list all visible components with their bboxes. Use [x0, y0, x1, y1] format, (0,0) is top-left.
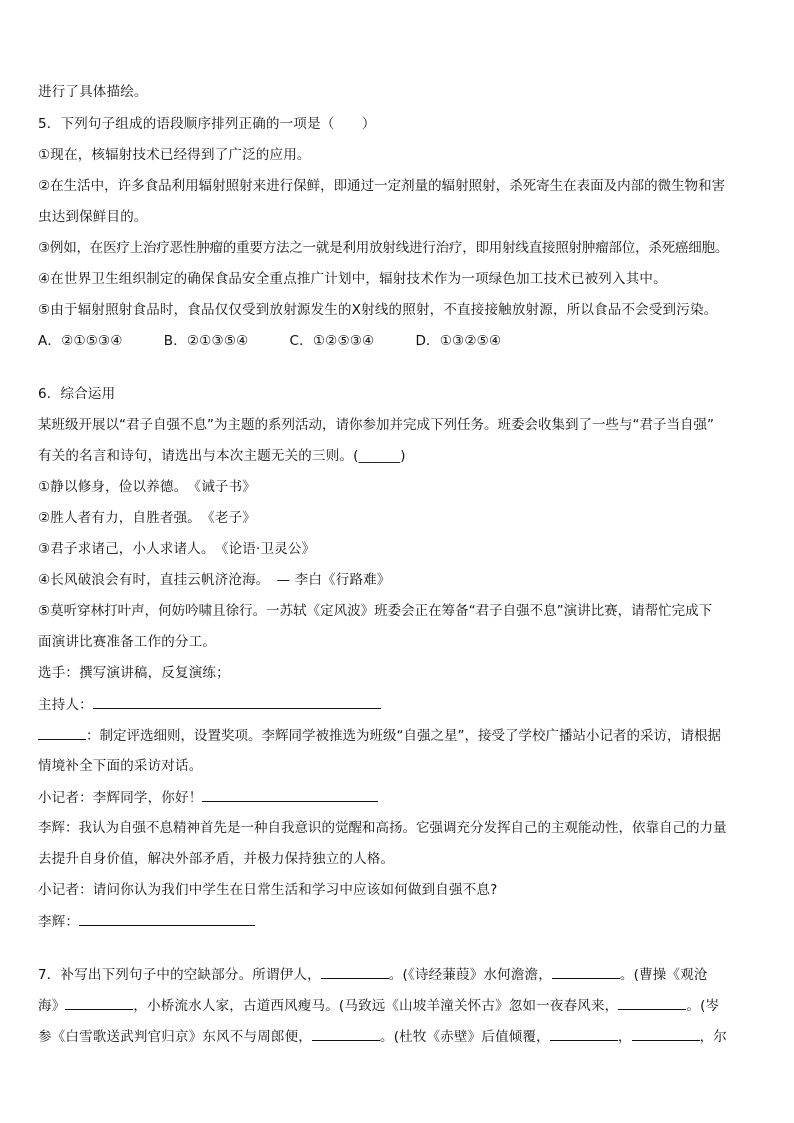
reporter-question: 小记者：请问你认为我们中学生在日常生活和学习中应该如何做到自强不息?	[38, 882, 498, 898]
sentence-5: ⑤由于辐射照射食品时，食品仅仅受到放射源发生的X射线的照射，不直接接触放射源，所以食品不会受到污染。	[38, 302, 718, 318]
task-judging	[38, 725, 758, 746]
sentence-4: ④在世界卫生组织制定的确保食品安全重点推广计划中，辐射技术作为一项绿色加工技术已被列入其中。	[38, 271, 667, 287]
q7-blank-7[interactable]	[632, 1026, 700, 1041]
quote-2: ②胜人者有力，自胜者强。 《老子》	[38, 510, 257, 526]
question-5-options: A．②①⑤③④ B．②①③⑤④ C．①②⑤③④ D．①③②⑤④	[38, 333, 502, 349]
quote-1: ①静以修身，俭以养德。 《诫子书》	[38, 479, 257, 495]
task-host	[38, 694, 758, 715]
q7-text-b: 。(《诗经蒹葭》水何澹澹，	[388, 967, 552, 983]
q7-text-g: 参《白雪歌送武判官归京》东风不与周郎便，	[38, 1029, 312, 1045]
interview-intro-cont: 情境补全下面的采访对话。	[38, 758, 203, 774]
greeting-answer-blank[interactable]	[202, 787, 378, 802]
q7-blank-1[interactable]	[321, 964, 389, 979]
role-answer-blank[interactable]	[38, 725, 86, 740]
question-6-intro: 某班级开展以“君子自强不息”为主题的系列活动，请你参加并完成下列任务。班委会收集到了一些与“君子当自强”	[38, 417, 714, 433]
q7-text-e: ，小桥流水人家，古道西风瘦马。(马致远《山坡羊潼关怀古》忽如一夜春风来，	[133, 998, 619, 1014]
q7-blank-5[interactable]	[312, 1026, 380, 1041]
task-intro-cont: 面演讲比赛准备工作的分工。	[38, 634, 217, 650]
task-contestant: 选手：撰写演讲稿，反复演练；	[38, 665, 230, 681]
reporter-greeting-text: 小记者：李辉同学，你好！	[38, 790, 203, 806]
quote-4: ④长风破浪会有时，直挂云帆济沧海。 — 李白《行路难》	[38, 572, 391, 588]
sentence-3: ③例如，在医疗上治疗恶性肿瘤的重要方法之一就是利用放射线进行治疗，即用射线直接照射肿瘤部位，杀死癌细胞。	[38, 240, 729, 256]
lihui-label: 李辉：	[38, 914, 80, 930]
question-5-stem: 5．下列句子组成的语段顺序排列正确的一项是（ ）	[38, 116, 376, 132]
q7-text-h: 。(杜牧《赤壁》后值倾覆，	[380, 1029, 550, 1045]
q7-text-j: ，尔	[699, 1029, 727, 1045]
q7-text-i: ，	[617, 1029, 632, 1045]
question-7-line-2	[38, 995, 758, 1016]
q7-text-d: 海》	[38, 998, 66, 1014]
q7-blank-3[interactable]	[65, 995, 133, 1010]
q7-text-c: 。(曹操《观沧	[619, 967, 708, 983]
text-line: 进行了具体描绘。	[38, 84, 148, 100]
reporter-greeting	[38, 787, 758, 808]
q7-text-f: 。(岑	[686, 998, 720, 1014]
quote-5: ⑤莫听穿林打叶声，何妨吟啸且徐行。一苏轼《定风波》班委会正在筹备“君子自强不息”演讲比赛，请帮忙完成下	[38, 603, 713, 619]
lihui-reply: 李辉：我认为自强不息精神首先是一种自我意识的觉醒和高扬。它强调充分发挥自己的主观能动性，依靠自己的力量	[38, 820, 727, 836]
q7-text-a: 7．补写出下列句子中的空缺部分。所谓伊人，	[38, 967, 321, 983]
host-answer-blank[interactable]	[93, 694, 381, 709]
q7-blank-4[interactable]	[618, 995, 686, 1010]
q7-blank-6[interactable]	[550, 1026, 618, 1041]
question-6-intro-cont: 有关的名言和诗句，请选出与本次主题无关的三则。(______)	[38, 448, 406, 464]
lihui-answer	[38, 911, 758, 932]
question-7-line-3	[38, 1026, 758, 1047]
lihui-reply-cont: 去提升自身价值，解决外部矛盾，并极力保持独立的人格。	[38, 851, 395, 867]
q7-blank-2[interactable]	[552, 964, 620, 979]
question-6-title: 6．综合运用	[38, 386, 116, 402]
sentence-1: ①现在，核辐射技术已经得到了广泛的应用。	[38, 147, 311, 163]
question-7-line-1	[38, 964, 758, 985]
host-label: 主持人：	[38, 697, 93, 713]
judging-text: ：制定评选细则，设置奖项。李辉同学被推选为班级“自强之星”，接受了学校广播站小记者的采访，请根据	[86, 728, 721, 744]
sentence-2: ②在生活中，许多食品利用辐射照射来进行保鲜，即通过一定剂量的辐射照射，杀死寄生在表面及内部的微生物和害	[38, 178, 726, 194]
lihui-answer-blank[interactable]	[79, 911, 255, 926]
sentence-2-cont: 虫达到保鲜目的。	[38, 209, 148, 225]
quote-3: ③君子求诸己，小人求诸人。 《论语·卫灵公》	[38, 541, 316, 557]
